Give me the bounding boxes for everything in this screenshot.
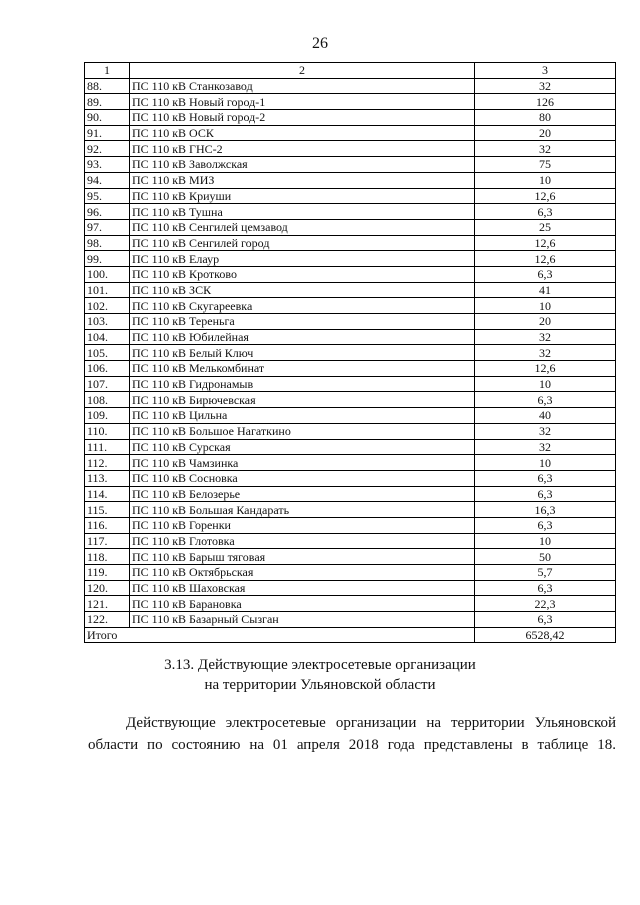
capacity-cell: 10 bbox=[475, 376, 616, 392]
substation-name-cell: ПС 110 кВ Сенгилей город bbox=[130, 235, 475, 251]
capacity-cell: 32 bbox=[475, 329, 616, 345]
row-number-cell: 101. bbox=[85, 282, 130, 298]
capacity-cell: 20 bbox=[475, 125, 616, 141]
table-row bbox=[85, 361, 616, 377]
capacity-cell: 10 bbox=[475, 298, 616, 314]
table-row bbox=[85, 612, 616, 628]
table-row bbox=[85, 125, 616, 141]
capacity-cell: 32 bbox=[475, 439, 616, 455]
row-number-cell: 91. bbox=[85, 125, 130, 141]
row-number-cell: 102. bbox=[85, 298, 130, 314]
substation-name-cell: ПС 110 кВ Горенки bbox=[130, 517, 475, 533]
row-number-cell: 98. bbox=[85, 235, 130, 251]
capacity-cell: 10 bbox=[475, 533, 616, 549]
substation-name-cell: ПС 110 кВ Сенгилей цемзавод bbox=[130, 219, 475, 235]
table-row bbox=[85, 78, 616, 94]
capacity-cell: 22,3 bbox=[475, 596, 616, 612]
table-row bbox=[85, 235, 616, 251]
row-number-cell: 119. bbox=[85, 565, 130, 581]
capacity-cell: 12,6 bbox=[475, 361, 616, 377]
table-row bbox=[85, 502, 616, 518]
substation-name-cell: ПС 110 кВ Елаур bbox=[130, 251, 475, 267]
capacity-cell: 10 bbox=[475, 455, 616, 471]
substation-name-cell: ПС 110 кВ ЗСК bbox=[130, 282, 475, 298]
row-number-cell: 96. bbox=[85, 204, 130, 220]
total-value-cell: 6528,42 bbox=[475, 627, 616, 643]
table-row bbox=[85, 110, 616, 126]
capacity-cell: 16,3 bbox=[475, 502, 616, 518]
row-number-cell: 104. bbox=[85, 329, 130, 345]
substation-name-cell: ПС 110 кВ Белозерье bbox=[130, 486, 475, 502]
row-number-cell: 106. bbox=[85, 361, 130, 377]
substation-name-cell: ПС 110 кВ Скугареевка bbox=[130, 298, 475, 314]
row-number-cell: 116. bbox=[85, 517, 130, 533]
header-cell-1: 1 bbox=[85, 63, 130, 79]
table-row bbox=[85, 329, 616, 345]
row-number-cell: 93. bbox=[85, 157, 130, 173]
table-row bbox=[85, 596, 616, 612]
row-number-cell: 122. bbox=[85, 612, 130, 628]
section-heading-line-1: 3.13. Действующие электросетевые организации bbox=[164, 657, 476, 673]
row-number-cell: 120. bbox=[85, 580, 130, 596]
substation-capacity-table bbox=[84, 62, 616, 643]
table-row bbox=[85, 439, 616, 455]
table-row bbox=[85, 219, 616, 235]
capacity-cell: 6,3 bbox=[475, 392, 616, 408]
table-row bbox=[85, 141, 616, 157]
capacity-cell: 12,6 bbox=[475, 251, 616, 267]
substation-name-cell: ПС 110 кВ Новый город-2 bbox=[130, 110, 475, 126]
row-number-cell: 117. bbox=[85, 533, 130, 549]
row-number-cell: 114. bbox=[85, 486, 130, 502]
row-number-cell: 121. bbox=[85, 596, 130, 612]
substation-name-cell: ПС 110 кВ Сосновка bbox=[130, 470, 475, 486]
capacity-cell: 41 bbox=[475, 282, 616, 298]
row-number-cell: 88. bbox=[85, 78, 130, 94]
substation-name-cell: ПС 110 кВ ОСК bbox=[130, 125, 475, 141]
substation-name-cell: ПС 110 кВ Чамзинка bbox=[130, 455, 475, 471]
table-row bbox=[85, 157, 616, 173]
capacity-cell: 6,3 bbox=[475, 486, 616, 502]
substation-name-cell: ПС 110 кВ Заволжская bbox=[130, 157, 475, 173]
row-number-cell: 109. bbox=[85, 408, 130, 424]
capacity-cell: 20 bbox=[475, 314, 616, 330]
table-row bbox=[85, 533, 616, 549]
capacity-cell: 6,3 bbox=[475, 517, 616, 533]
capacity-cell: 12,6 bbox=[475, 235, 616, 251]
substation-name-cell: ПС 110 кВ Гидронамыв bbox=[130, 376, 475, 392]
row-number-cell: 100. bbox=[85, 266, 130, 282]
table-row bbox=[85, 486, 616, 502]
substation-name-cell: ПС 110 кВ Станкозавод bbox=[130, 78, 475, 94]
row-number-cell: 115. bbox=[85, 502, 130, 518]
substation-name-cell: ПС 110 кВ МИЗ bbox=[130, 172, 475, 188]
capacity-cell: 6,3 bbox=[475, 470, 616, 486]
header-cell-3: 3 bbox=[475, 63, 616, 79]
substation-name-cell: ПС 110 кВ Тереньга bbox=[130, 314, 475, 330]
substation-name-cell: ПС 110 кВ Белый Ключ bbox=[130, 345, 475, 361]
body-paragraph bbox=[88, 712, 616, 756]
substation-name-cell: ПС 110 кВ Тушна bbox=[130, 204, 475, 220]
substation-name-cell: ПС 110 кВ Барыш тяговая bbox=[130, 549, 475, 565]
substation-name-cell: ПС 110 кВ Криуши bbox=[130, 188, 475, 204]
row-number-cell: 95. bbox=[85, 188, 130, 204]
capacity-cell: 10 bbox=[475, 172, 616, 188]
table-row bbox=[85, 94, 616, 110]
table-row bbox=[85, 314, 616, 330]
substation-name-cell: ПС 110 кВ Большое Нагаткино bbox=[130, 423, 475, 439]
row-number-cell: 94. bbox=[85, 172, 130, 188]
table-row bbox=[85, 392, 616, 408]
substation-name-cell: ПС 110 кВ Кротково bbox=[130, 266, 475, 282]
substation-name-cell: ПС 110 кВ Юбилейная bbox=[130, 329, 475, 345]
table-row bbox=[85, 298, 616, 314]
substation-name-cell: ПС 110 кВ Большая Кандарать bbox=[130, 502, 475, 518]
table-row bbox=[85, 408, 616, 424]
table-row bbox=[85, 204, 616, 220]
substation-name-cell: ПС 110 кВ Цильна bbox=[130, 408, 475, 424]
capacity-cell: 75 bbox=[475, 157, 616, 173]
page-number: 26 bbox=[312, 35, 328, 52]
capacity-cell: 6,3 bbox=[475, 204, 616, 220]
table-row bbox=[85, 376, 616, 392]
substation-name-cell: ПС 110 кВ Барановка bbox=[130, 596, 475, 612]
table-row bbox=[85, 188, 616, 204]
table-row bbox=[85, 455, 616, 471]
capacity-cell: 12,6 bbox=[475, 188, 616, 204]
table-row bbox=[85, 470, 616, 486]
row-number-cell: 111. bbox=[85, 439, 130, 455]
capacity-cell: 32 bbox=[475, 423, 616, 439]
paragraph-line-1: Действующие электросетевые организации на территории Ульяновской bbox=[126, 715, 616, 731]
total-label-cell: Итого bbox=[85, 627, 475, 643]
capacity-cell: 32 bbox=[475, 78, 616, 94]
capacity-cell: 40 bbox=[475, 408, 616, 424]
table-row bbox=[85, 565, 616, 581]
row-number-cell: 92. bbox=[85, 141, 130, 157]
table-row bbox=[85, 266, 616, 282]
row-number-cell: 110. bbox=[85, 423, 130, 439]
table-header-row bbox=[85, 63, 616, 79]
row-number-cell: 103. bbox=[85, 314, 130, 330]
row-number-cell: 112. bbox=[85, 455, 130, 471]
capacity-cell: 6,3 bbox=[475, 266, 616, 282]
table-row bbox=[85, 549, 616, 565]
table-row bbox=[85, 580, 616, 596]
table-row bbox=[85, 345, 616, 361]
row-number-cell: 108. bbox=[85, 392, 130, 408]
section-heading bbox=[0, 655, 640, 695]
capacity-cell: 25 bbox=[475, 219, 616, 235]
substation-name-cell: ПС 110 кВ Новый город-1 bbox=[130, 94, 475, 110]
row-number-cell: 113. bbox=[85, 470, 130, 486]
substation-name-cell: ПС 110 кВ Бирючевская bbox=[130, 392, 475, 408]
substation-name-cell: ПС 110 кВ ГНС-2 bbox=[130, 141, 475, 157]
capacity-cell: 50 bbox=[475, 549, 616, 565]
table-row bbox=[85, 517, 616, 533]
table-total-row bbox=[85, 627, 616, 643]
table-row bbox=[85, 251, 616, 267]
capacity-cell: 80 bbox=[475, 110, 616, 126]
substation-name-cell: ПС 110 кВ Базарный Сызган bbox=[130, 612, 475, 628]
section-heading-line-2: на территории Ульяновской области bbox=[204, 677, 436, 693]
capacity-cell: 6,3 bbox=[475, 612, 616, 628]
capacity-cell: 32 bbox=[475, 141, 616, 157]
capacity-cell: 126 bbox=[475, 94, 616, 110]
substation-name-cell: ПС 110 кВ Сурская bbox=[130, 439, 475, 455]
substation-name-cell: ПС 110 кВ Шаховская bbox=[130, 580, 475, 596]
capacity-cell: 32 bbox=[475, 345, 616, 361]
row-number-cell: 89. bbox=[85, 94, 130, 110]
capacity-cell: 6,3 bbox=[475, 580, 616, 596]
substation-name-cell: ПС 110 кВ Глотовка bbox=[130, 533, 475, 549]
header-cell-2: 2 bbox=[130, 63, 475, 79]
row-number-cell: 97. bbox=[85, 219, 130, 235]
table-row bbox=[85, 282, 616, 298]
row-number-cell: 99. bbox=[85, 251, 130, 267]
capacity-cell: 5,7 bbox=[475, 565, 616, 581]
row-number-cell: 118. bbox=[85, 549, 130, 565]
table-row bbox=[85, 172, 616, 188]
row-number-cell: 107. bbox=[85, 376, 130, 392]
substation-name-cell: ПС 110 кВ Октябрьская bbox=[130, 565, 475, 581]
paragraph-line-2: области по состоянию на 01 апреля 2018 года представлены в таблице 18. bbox=[88, 737, 616, 753]
row-number-cell: 90. bbox=[85, 110, 130, 126]
substation-name-cell: ПС 110 кВ Мелькомбинат bbox=[130, 361, 475, 377]
row-number-cell: 105. bbox=[85, 345, 130, 361]
table-row bbox=[85, 423, 616, 439]
